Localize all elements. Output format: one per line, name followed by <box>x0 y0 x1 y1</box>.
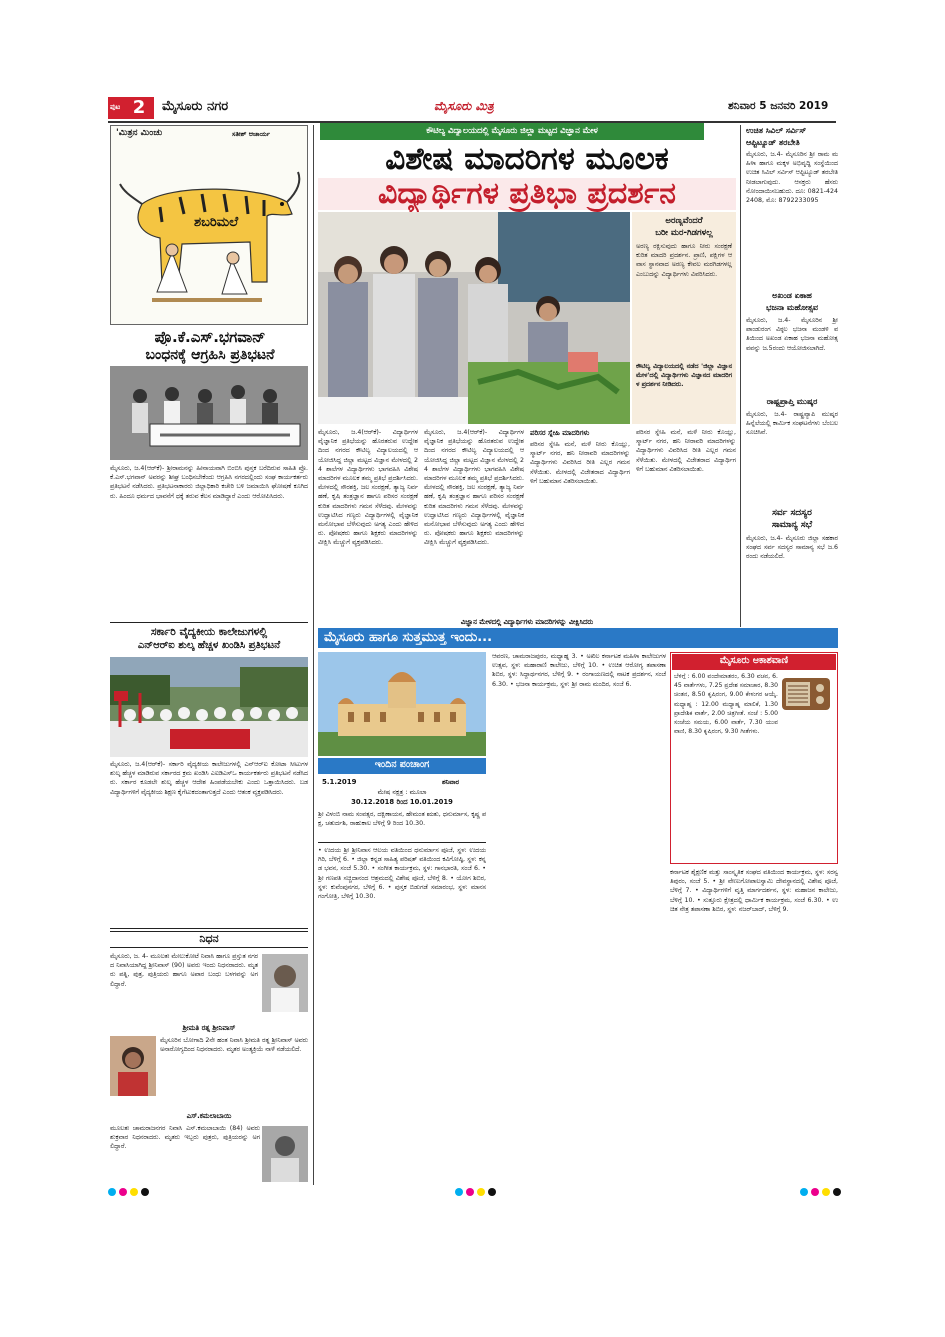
cartoon-title: 'ಮಿತ್ರನ ಮಿಂಚು <box>116 128 163 138</box>
bhagavan-headline-1: ಪ್ರೊ.ಕೆ.ಎಸ್.ಭಗವಾನ್ <box>154 328 266 346</box>
obituary-photo-2 <box>110 1036 156 1096</box>
section-name: ಮೈಸೂರು ನಗರ <box>162 99 229 114</box>
right-h1b: ಆಪ್ಟಿಟ್ಯೂಡ್ ತರಬೇತಿ <box>746 138 800 147</box>
radio-title: ಮೈಸೂರು ಆಕಾಶವಾಣಿ <box>719 655 789 666</box>
cartoon-label: ಶಬರಿಮಲೆ <box>194 215 239 230</box>
science-body-col-4: ಪರಿಸರ ಸ್ನೇಹಿ ಮನೆ, ಮಳೆ ನೀರು ಕೊಯ್ಲು, ಸ್ಮಾರ್ಟ್ ನಗರ, ಹನಿ ನೀರಾವರಿ ಮಾದರಿಗಳನ್ನು ವಿದ್ಯಾರ್ಥಿಗಳು ವಿವರಿಸಿದ ರೀತಿ ಎಲ್ಲರ ಗಮನ ಸೆಳೆಯಿತು. ಮೇಳದಲ್ಲಿ ವಿಜೇತರಾದ ವಿದ್ಯಾರ್ಥಿಗಳಿಗೆ ಬಹುಮಾನ ವಿತರಿಸಲಾಯಿತು. <box>636 429 736 473</box>
obituary-caption-2: ಎಸ್.ಕಮಲಾಬಾಯಿ <box>186 1112 232 1120</box>
events-banner: ಮೈಸೂರು ಹಾಗೂ ಸುತ್ತಮುತ್ತ ಇಂದು... <box>324 630 493 645</box>
obituary-body-1: ಮೈಸೂರು, ಜ. 4- ಮೂಲತಃ ಮೇಲುಕೋಟೆ ನಿವಾಸಿ ಹಾಗೂ ಪ್ರಸ್ತುತ ನಗರದ ನಿವಾಸಿಯಾಗಿದ್ದ ಶ್ರೀನಿವಾಸ್ (90) ಅವರು ಇಂದು ನಿಧನರಾದರು. ಮೃತರು ಪತ್ನಿ, ಪುತ್ರ, ಪುತ್ರಿಯರು ಹಾಗೂ ಅಪಾರ ಬಂಧು ಬಳಗವನ್ನು ಅಗಲಿದ್ದಾರೆ. <box>110 953 258 988</box>
obituary-title: ನಿಧನ <box>199 932 219 945</box>
forest-title-2: ಬರೀ ಮರ-ಗಿಡಗಳಲ್ಲ <box>655 228 713 238</box>
right-b3: ಮೈಸೂರು, ಜ.4- ರಾಷ್ಟ್ರವ್ಯಾಪಿ ಮುಷ್ಕರ ಹಿನ್ನೆಲೆಯಲ್ಲಿ ಕಾರ್ಮಿಕ ಸಂಘಟನೆಗಳು ಬೆಂಬಲ ಸೂಚಿಸಿವೆ. <box>746 411 838 437</box>
left-column-rule <box>313 125 314 1185</box>
bhagavan-headline-2: ಬಂಧನಕ್ಕೆ ಆಗ್ರಹಿಸಿ ಪ್ರತಿಭಟನೆ <box>145 347 275 363</box>
rule-panchanga <box>318 842 486 843</box>
science-headline-2: ವಿದ್ಯಾರ್ಥಿಗಳ ಪ್ರತಿಭಾ ಪ್ರದರ್ಶನ <box>378 176 676 211</box>
obituary-photo-1 <box>262 954 308 1012</box>
science-body-col-3: ಪರಿಸರ ಸ್ನೇಹಿ ಮನೆ, ಮಳೆ ನೀರು ಕೊಯ್ಲು, ಸ್ಮಾರ್ಟ್ ನಗರ, ಹನಿ ನೀರಾವರಿ ಮಾದರಿಗಳನ್ನು ವಿದ್ಯಾರ್ಥಿಗಳು ವಿವರಿಸಿದ ರೀತಿ ಎಲ್ಲರ ಗಮನ ಸೆಳೆಯಿತು. ಮೇಳದಲ್ಲಿ ವಿಜೇತರಾದ ವಿದ್ಯಾರ್ಥಿಗಳಿಗೆ ಬಹುಮಾನ ವಿತರಿಸಲಾಯಿತು. <box>530 441 630 485</box>
palace-photo <box>318 652 486 756</box>
cartoon-artist: ಸತೀಶ್ ಆಚಾರ್ಯ <box>232 130 271 138</box>
right-column-rule <box>740 125 741 627</box>
reg-dot-cyan-right <box>800 1188 808 1196</box>
science-fair-photo <box>318 212 630 424</box>
reg-dot-cyan-left <box>108 1188 116 1196</box>
forest-caption: ಕೌಟಿಲ್ಯ ವಿದ್ಯಾಲಯದಲ್ಲಿ ನಡೆದ 'ಜಿಲ್ಲಾ ವಿಜ್ಞಾನ ಮೇಳ'ದಲ್ಲಿ ವಿದ್ಯಾರ್ಥಿಗಳು ವಿಜ್ಞಾನದ ಮಾದರಿಗಳ ಪ್ರದರ್ಶನ ನೀಡಿದರು. <box>636 363 732 389</box>
reg-dot-black-left <box>141 1188 149 1196</box>
right-b2: ಮೈಸೂರು, ಜ.4- ಮೈಸೂರಿನ ಶ್ರೀ ಪಾಂಡುರಂಗ ವಿಠ್ಠಲ ಭಜನಾ ಮಂಡಳಿ ವತಿಯಿಂದ ಅಖಂಡ ಏಕಾಹ ಭಜನಾ ಮಹೋತ್ಸವವನ್ನು ಜ.5ರಂದು ಆಯೋಜಿಸಲಾಗಿದೆ. <box>746 317 838 352</box>
obituary-body-3: ಮೂಲತಃ ಚಾಮರಾಜನಗರ ನಿವಾಸಿ ಎಸ್.ಕಮಲಾಬಾಯಿ (84) ಅವರು ಶುಕ್ರವಾರ ನಿಧನರಾದರು. ಮೃತರು ಇಬ್ಬರು ಪುತ್ರರು, ಪುತ್ರಿಯರನ್ನು ಅಗಲಿದ್ದಾರೆ. <box>110 1125 260 1151</box>
science-subhead: ಪರಿಸರ ಸ್ನೇಹಿ ಮಾದರಿಗಳು <box>530 429 590 437</box>
reg-dot-black-mid <box>488 1188 496 1196</box>
panchanga-range: 30.12.2018 ರಿಂದ 10.01.2019 <box>351 798 453 806</box>
header-date: ಶನಿವಾರ 5 ಜನವರಿ 2019 <box>728 100 829 112</box>
radio-icon <box>780 672 832 712</box>
reg-dot-cyan-mid <box>455 1188 463 1196</box>
rule-colleges <box>110 622 308 623</box>
events-col-b: ಆವರಣ, ಚಾಮರಾಜಪುರಂ, ಮಧ್ಯಾಹ್ನ 3. • ಅಖಿಲ ಕರ್ನಾಟಕ ಮಹಿಳಾ ಕಾಲೇಜುಗಳ ಉತ್ಸವ, ಸ್ಥಳ: ಮಹಾರಾಣಿ ಕಾಲೇಜು, ಬೆಳಿಗ್ಗೆ 10. • ಉಚಿತ ಆರೋಗ್ಯ ತಪಾಸಣಾ ಶಿಬಿರ, ಸ್ಥಳ: ಸಿದ್ದಾರ್ಥನಗರ, ಬೆಳಿಗ್ಗೆ 9. • ರಂಗಾಯಣದಲ್ಲಿ ನಾಟಕ ಪ್ರದರ್ಶನ, ಸಂಜೆ 6.30. • ಭಜನಾ ಕಾರ್ಯಕ್ರಮ, ಸ್ಥಳ: ಶ್ರೀ ರಾಮ ಮಂದಿರ, ಸಂಜೆ 6. <box>492 653 666 688</box>
paper-name: ಮೈಸೂರು ಮಿತ್ರ <box>434 99 494 113</box>
right-h4b: ಸಾಮಾನ್ಯ ಸಭೆ <box>771 520 813 530</box>
science-caption: ವಿಜ್ಞಾನ ಮೇಳದಲ್ಲಿ ವಿದ್ಯಾರ್ಥಿಗಳು ಮಾದರಿಗಳನ್ನು ವೀಕ್ಷಿಸಿದರು <box>460 618 594 626</box>
obituary-caption-1: ಶ್ರೀಮತಿ ರತ್ನ ಶ್ರೀನಿವಾಸ್ <box>182 1024 236 1032</box>
colleges-body: ಮೈಸೂರು, ಜ.4(ಆರ್‌ಕೆ)- ಸರ್ಕಾರಿ ವೈದ್ಯಕೀಯ ಕಾಲೇಜುಗಳಲ್ಲಿ ಎನ್‌ಆರ್‌ಐ ಕೋಟಾ ಸೀಟುಗಳ ಶುಲ್ಕ ಹೆಚ್ಚಳ ಮಾಡಿರುವ ಸರ್ಕಾರದ ಕ್ರಮ ಖಂಡಿಸಿ ಎಐಡಿಎಸ್‌ಒ ಕಾರ್ಯಕರ್ತರು ಪ್ರತಿಭಟನೆ ನಡೆಸಿದರು. ಸರ್ಕಾರ ಕೂಡಲೇ ಶುಲ್ಕ ಹೆಚ್ಚಳ ಆದೇಶ ಹಿಂಪಡೆಯಬೇಕು ಎಂದು ಒತ್ತಾಯಿಸಿದರು. ಬಡ ವಿದ್ಯಾರ್ಥಿಗಳಿಗೆ ವೈದ್ಯಕೀಯ ಶಿಕ್ಷಣ ಕೈಗೆಟುಕದಂತಾಗುತ್ತದೆ ಎಂದು ಆತಂಕ ವ್ಯಕ್ತಪಡಿಸಿದರು. <box>110 761 308 796</box>
obituary-photo-3 <box>262 1126 308 1182</box>
page-label: ಪುಟ <box>110 103 121 111</box>
panchanga-date: 5.1.2019 <box>322 778 357 786</box>
science-headline-1: ವಿಶೇಷ ಮಾದರಿಗಳ ಮೂಲಕ <box>385 141 669 177</box>
right-h2: ಅಖಂಡ ಏಕಾಹ <box>772 291 812 300</box>
colleges-headline-1: ಸರ್ಕಾರಿ ವೈದ್ಯಕೀಯ ಕಾಲೇಜುಗಳಲ್ಲಿ <box>150 626 268 638</box>
right-h2b: ಭಜನಾ ಮಹೋತ್ಸವ <box>766 303 818 312</box>
forest-body: ಅರಣ್ಯ ರಕ್ಷಿಸುವುದು ಹಾಗೂ ನೀರು ಸಂರಕ್ಷಣೆ ಕುರಿತ ಮಾದರಿ ಪ್ರದರ್ಶನ. ಪ್ರಾಣಿ, ಪಕ್ಷಿಗಳ ಆವಾಸ ಸ್ಥಾನವಾದ ಅರಣ್ಯ ಕೇವಲ ಮರಗಿಡಗಳಲ್ಲ ಎಂಬುದನ್ನು ವಿದ್ಯಾರ್ಥಿಗಳು ವಿವರಿಸಿದರು. <box>636 243 732 278</box>
panchanga-day: ಶನಿವಾರ <box>442 778 460 786</box>
reg-dot-yellow-left <box>130 1188 138 1196</box>
cartoon-drawing <box>112 142 306 322</box>
reg-dot-yellow-mid <box>477 1188 485 1196</box>
page-number: 2 <box>132 97 146 118</box>
right-h4: ಸರ್ವ ಸದಸ್ಯರ <box>772 508 812 518</box>
science-body-col-1: ಮೈಸೂರು, ಜ.4(ಆರ್‌ಕೆ)- ವಿದ್ಯಾರ್ಥಿಗಳ ವೈಜ್ಞಾನಿಕ ಪ್ರತಿಭೆಯನ್ನು ಹೊರತರುವ ಉದ್ದೇಶದಿಂದ ನಗರದ ಕೌಟಿಲ್ಯ ವಿದ್ಯಾಲಯದಲ್ಲಿ ಆಯೋಜಿಸಿದ್ದ ಜಿಲ್ಲಾ ಮಟ್ಟದ ವಿಜ್ಞಾನ ಮೇಳದಲ್ಲಿ 24 ಶಾಲೆಗಳ ವಿದ್ಯಾರ್ಥಿಗಳು ಭಾಗವಹಿಸಿ ವಿಶೇಷ ಮಾದರಿಗಳ ಮೂಲಕ ತಮ್ಮ ಪ್ರತಿಭೆ ಪ್ರದರ್ಶಿಸಿದರು. ಮೇಳದಲ್ಲಿ ಸೌರಶಕ್ತಿ, ಜಲ ಸಂರಕ್ಷಣೆ, ತ್ಯಾಜ್ಯ ನಿರ್ವಹಣೆ, ಕೃಷಿ ತಂತ್ರಜ್ಞಾನ ಹಾಗೂ ಪರಿಸರ ಸಂರಕ್ಷಣೆ ಕುರಿತ ಮಾದರಿಗಳು ಗಮನ ಸೆಳೆದವು. ಮೇಳವನ್ನು ಉದ್ಘಾಟಿಸಿದ ಗಣ್ಯರು ವಿದ್ಯಾರ್ಥಿಗಳಲ್ಲಿ ವೈಜ್ಞಾನಿಕ ಮನೋಭಾವ ಬೆಳೆಸುವುದು ಅಗತ್ಯ ಎಂದು ಹೇಳಿದರು. ಪೋಷಕರು ಹಾಗೂ ಶಿಕ್ಷಕರು ಮಾದರಿಗಳನ್ನು ವೀಕ್ಷಿಸಿ ಮೆಚ್ಚುಗೆ ವ್ಯಕ್ತಪಡಿಸಿದರು. <box>318 429 418 547</box>
panchanga-star: ಮೇಷ ನಕ್ಷತ್ರ : ಮೂಲಾ <box>377 788 427 796</box>
events-col-a: • ಉದಯ ಶ್ರೀ ಶ್ರೀನಿವಾಸ ಆಲಯ ವತಿಯಿಂದ ಧನುರ್ಮಾಸ ಪೂಜೆ, ಸ್ಥಳ: ಉದಯಗಿರಿ, ಬೆಳಿಗ್ಗೆ 6. • ಜಿಲ್ಲಾ ಕನ್ನಡ ಸಾಹಿತ್ಯ ಪರಿಷತ್ ವತಿಯಿಂದ ಕವಿಗೋಷ್ಠಿ, ಸ್ಥಳ: ಕನ್ನಡ ಭವನ, ಸಂಜೆ 5.30. • ಸಂಗೀತ ಕಾರ್ಯಕ್ರಮ, ಸ್ಥಳ: ಗಾನಭಾರತಿ, ಸಂಜೆ 6. • ಶ್ರೀ ಗಣಪತಿ ಸಚ್ಚಿದಾನಂದ ಆಶ್ರಮದಲ್ಲಿ ವಿಶೇಷ ಪೂಜೆ, ಬೆಳಿಗ್ಗೆ 8. • ಯೋಗ ಶಿಬಿರ, ಸ್ಥಳ: ಕುವೆಂಪುನಗರ, ಬೆಳಿಗ್ಗೆ 6. • ಪುಸ್ತಕ ಬಿಡುಗಡೆ ಸಮಾರಂಭ, ಸ್ಥಳ: ಮಾನಸ ಗಂಗೋತ್ರಿ, ಬೆಳಿಗ್ಗೆ 10.30. <box>318 847 486 901</box>
science-banner-kicker: ಕೌಟಿಲ್ಯ ವಿದ್ಯಾಲಯದಲ್ಲಿ ಮೈಸೂರು ಜಿಲ್ಲಾ ಮಟ್ಟದ ವಿಜ್ಞಾನ ಮೇಳ <box>426 125 598 135</box>
colleges-headline-2: ಎನ್‌ಆರ್‌ಐ ಶುಲ್ಕ ಹೆಚ್ಚಳ ಖಂಡಿಸಿ ಪ್ರತಿಭಟನೆ <box>137 640 281 651</box>
reg-dot-magenta-mid <box>466 1188 474 1196</box>
bhagavan-body: ಮೈಸೂರು, ಜ.4(ಆರ್‌ಕೆ)- ಶ್ರೀರಾಮನನ್ನು ಹೀನಾಯವಾಗಿ ಬಿಂಬಿಸಿ ಪುಸ್ತಕ ಬರೆದಿರುವ ಸಾಹಿತಿ ಪ್ರೊ.ಕೆ.ಎಸ್.ಭಗವಾನ್ ಅವರನ್ನು ಶೀಘ್ರ ಬಂಧಿಸಬೇಕೆಂದು ಆಗ್ರಹಿಸಿ ನಗರದಲ್ಲಿಂದು ಸಂಘ ಕಾರ್ಯಕರ್ತರು ಪ್ರತಿಭಟನೆ ನಡೆಸಿದರು. ಪ್ರತಿಭಟನಾಕಾರರು ಜಿಲ್ಲಾಧಿಕಾರಿ ಕಚೇರಿ ಬಳಿ ಜಮಾಯಿಸಿ ಘೋಷಣೆ ಕೂಗಿದರು. ಹಿಂದೂ ಧರ್ಮದ ಭಾವನೆಗೆ ಧಕ್ಕೆ ತರುವ ಕೆಲಸ ಮಾಡಿದ್ದಾರೆ ಎಂದು ಆರೋಪಿಸಿದರು. <box>110 465 308 500</box>
bhagavan-protest-photo <box>110 366 308 460</box>
right-b4: ಮೈಸೂರು, ಜ.4- ಮೈಸೂರು ಜಿಲ್ಲಾ ಸಹಕಾರ ಸಂಘದ ಸರ್ವ ಸದಸ್ಯರ ಸಾಮಾನ್ಯ ಸಭೆ ಜ.6ರಂದು ನಡೆಯಲಿದೆ. <box>746 535 838 561</box>
radio-body: ಬೆಳಿಗ್ಗೆ : 6.00 ವಂದೇಮಾತರಂ, 6.30 ವಚನ, 6.45 ವಾರ್ತೆಗಳು, 7.25 ಪ್ರದೇಶ ಸಮಾಚಾರ, 8.30 ಚಿಂತನ, 8.50 ಕೃಷಿರಂಗ, 9.00 ಕೇಳುಗರ ಆಯ್ಕೆ. ಮಧ್ಯಾಹ್ನ : 12.00 ಮಧ್ಯಾಹ್ನ ಮಾಲಿಕೆ, 1.30 ಪ್ರಾದೇಶಿಕ ವಾರ್ತೆ, 2.00 ಚಿತ್ರಗೀತೆ. ಸಂಜೆ : 5.00 ಸಂಜೆಯ ಸಮಯ, 6.00 ವಾರ್ತೆ, 7.30 ಯುವವಾಣಿ, 8.30 ಕೃಷಿರಂಗ, 9.30 ಗೀತೆಗಳು. <box>674 673 778 736</box>
reg-dot-yellow-right <box>822 1188 830 1196</box>
events-col-d: ಕರ್ನಾಟಕ ಶೈಕ್ಷಣಿಕ ಮತ್ತು ಸಾಂಸ್ಕೃತಿಕ ಸಂಘದ ವತಿಯಿಂದ ಕಾರ್ಯಕ್ರಮ, ಸ್ಥಳ: ಸರಸ್ವತಿಪುರಂ, ಸಂಜೆ 5. • ಶ್ರೀ ವೇಣುಗೋಪಾಲಸ್ವಾಮಿ ದೇವಸ್ಥಾನದಲ್ಲಿ ವಿಶೇಷ ಪೂಜೆ, ಬೆಳಿಗ್ಗೆ 7. • ವಿದ್ಯಾರ್ಥಿಗಳಿಗೆ ವೃತ್ತಿ ಮಾರ್ಗದರ್ಶನ, ಸ್ಥಳ: ಮಹಾಜನ ಕಾಲೇಜು, ಬೆಳಿಗ್ಗೆ 10. • ಸುತ್ತೂರು ಕ್ಷೇತ್ರದಲ್ಲಿ ಧಾರ್ಮಿಕ ಕಾರ್ಯಕ್ರಮ, ಸಂಜೆ 6.30. • ಉಚಿತ ನೇತ್ರ ತಪಾಸಣಾ ಶಿಬಿರ, ಸ್ಥಳ: ನಜರ್‌ಬಾದ್, ಬೆಳಿಗ್ಗೆ 9. <box>670 869 838 913</box>
colleges-protest-photo <box>110 657 308 757</box>
obituary-body-2: ಮೈಸೂರಿನ ಬೋಗಾದಿ 2ನೇ ಹಂತ ನಿವಾಸಿ ಶ್ರೀಮತಿ ರತ್ನ ಶ್ರೀನಿವಾಸ್ ಅವರು ಅನಾರೋಗ್ಯದಿಂದ ನಿಧನರಾದರು. ಮೃತರ ಅಂತ್ಯಕ್ರಿಯೆ ನಾಳೆ ನಡೆಯಲಿದೆ. <box>160 1037 308 1054</box>
rule-obituary <box>110 928 308 929</box>
right-h3: ರಾಷ್ಟ್ರಪ್ರಾಪ್ತಿ ಮುಷ್ಕರ <box>766 397 818 406</box>
right-b1: ಮೈಸೂರು, ಜ.4- ಮೈಸೂರಿನ ಶ್ರೀ ರಾಮ ಮಹಿಳಾ ಹಾಗೂ ಮಕ್ಕಳ ಅಭಿವೃದ್ಧಿ ಸಂಸ್ಥೆಯಿಂದ ಉಚಿತ ಸಿವಿಲ್ ಸರ್ವಿಸ್ ಆಪ್ಟಿಟ್ಯೂಡ್ ತರಬೇತಿ ನೀಡಲಾಗುವುದು. ಆಸಕ್ತರು ಹೆಸರು ನೋಂದಾಯಿಸಬಹುದು. ದೂ: 0821-4242408, ಮೊ: 8792233095 <box>746 151 838 205</box>
reg-dot-magenta-right <box>811 1188 819 1196</box>
right-h1: ಉಚಿತ ಸಿವಿಲ್ ಸರ್ವಿಸ್ <box>746 126 807 135</box>
reg-dot-black-right <box>833 1188 841 1196</box>
reg-dot-magenta-left <box>119 1188 127 1196</box>
panchanga-title: ಇಂದಿನ ಪಂಚಾಂಗ <box>374 759 430 770</box>
forest-title-1: ಅರಣ್ಯವೆಂದರೆ <box>665 216 703 226</box>
science-body-col-2: ಮೈಸೂರು, ಜ.4(ಆರ್‌ಕೆ)- ವಿದ್ಯಾರ್ಥಿಗಳ ವೈಜ್ಞಾನಿಕ ಪ್ರತಿಭೆಯನ್ನು ಹೊರತರುವ ಉದ್ದೇಶದಿಂದ ನಗರದ ಕೌಟಿಲ್ಯ ವಿದ್ಯಾಲಯದಲ್ಲಿ ಆಯೋಜಿಸಿದ್ದ ಜಿಲ್ಲಾ ಮಟ್ಟದ ವಿಜ್ಞಾನ ಮೇಳದಲ್ಲಿ 24 ಶಾಲೆಗಳ ವಿದ್ಯಾರ್ಥಿಗಳು ಭಾಗವಹಿಸಿ ವಿಶೇಷ ಮಾದರಿಗಳ ಮೂಲಕ ತಮ್ಮ ಪ್ರತಿಭೆ ಪ್ರದರ್ಶಿಸಿದರು. ಮೇಳದಲ್ಲಿ ಸೌರಶಕ್ತಿ, ಜಲ ಸಂರಕ್ಷಣೆ, ತ್ಯಾಜ್ಯ ನಿರ್ವಹಣೆ, ಕೃಷಿ ತಂತ್ರಜ್ಞಾನ ಹಾಗೂ ಪರಿಸರ ಸಂರಕ್ಷಣೆ ಕುರಿತ ಮಾದರಿಗಳು ಗಮನ ಸೆಳೆದವು. ಮೇಳವನ್ನು ಉದ್ಘಾಟಿಸಿದ ಗಣ್ಯರು ವಿದ್ಯಾರ್ಥಿಗಳಲ್ಲಿ ವೈಜ್ಞಾನಿಕ ಮನೋಭಾವ ಬೆಳೆಸುವುದು ಅಗತ್ಯ ಎಂದು ಹೇಳಿದರು. ಪೋಷಕರು ಹಾಗೂ ಶಿಕ್ಷಕರು ಮಾದರಿಗಳನ್ನು ವೀಕ್ಷಿಸಿ ಮೆಚ್ಚುಗೆ ವ್ಯಕ್ತಪಡಿಸಿದರು. <box>424 429 524 547</box>
panchanga-body: ಶ್ರೀ ವಿಳಂಬಿ ನಾಮ ಸಂವತ್ಸರ, ದಕ್ಷಿಣಾಯನ, ಹೇಮಂತ ಋತು, ಧನುರ್ಮಾಸ, ಕೃಷ್ಣ ಪಕ್ಷ, ಚತುರ್ದಶಿ, ರಾಹುಕಾಲ ಬೆಳಿಗ್ಗೆ 9 ರಿಂದ 10.30. <box>318 811 486 828</box>
